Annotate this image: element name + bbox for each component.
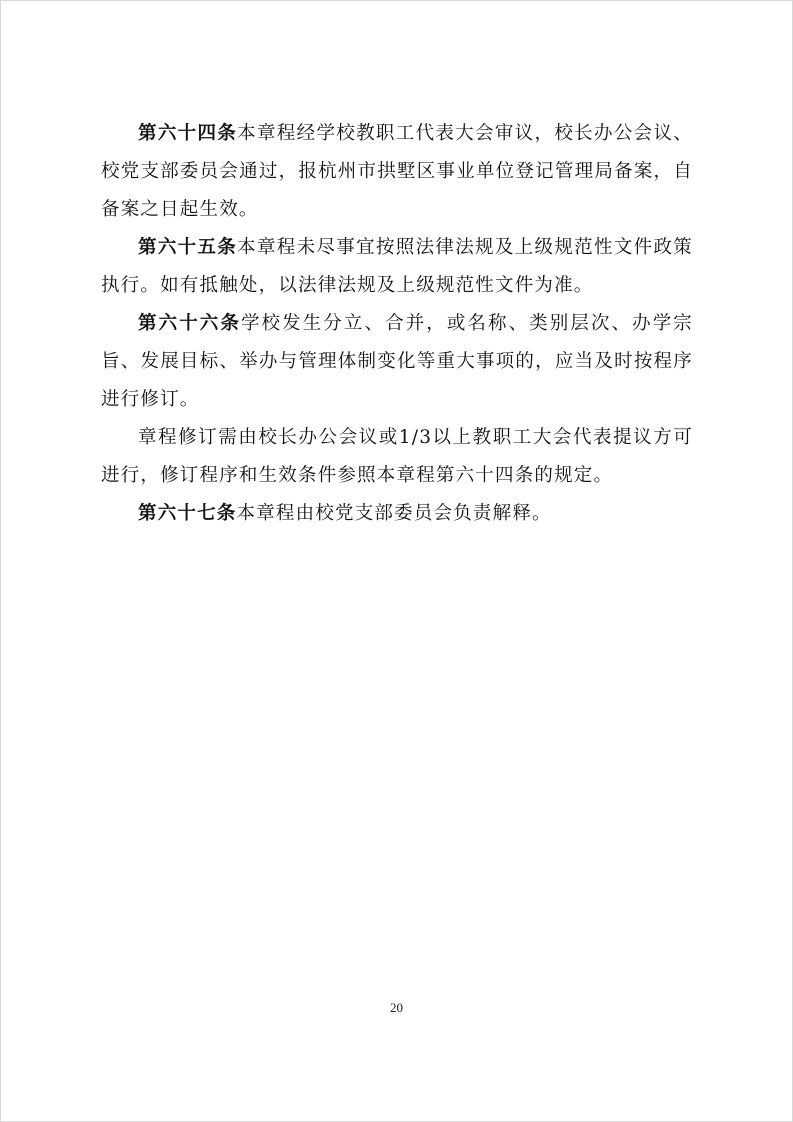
article-67 xyxy=(101,495,693,533)
page-number: 20 xyxy=(390,1000,403,1015)
article-64 xyxy=(101,115,693,229)
amendment-paragraph: 章程修订需由校长办公会议或1/3以上教职工大会代表提议方可进行，修订程序和生效条件参照本章程第六十四条的规定。 xyxy=(101,427,693,486)
article-number: 第六十五条 xyxy=(138,237,238,258)
article-66 xyxy=(101,305,693,419)
article-text: 本章程由校党支部委员会负责解释。 xyxy=(236,503,552,524)
document-body xyxy=(101,115,693,533)
article-text: 本章程未尽事宜按照法律法规及上级规范性文件政策执行。如有抵触处，以法律法规及上级规范性文件为准。 xyxy=(101,237,693,296)
article-number: 第六十六条 xyxy=(138,313,241,334)
article-text: 学校发生分立、合并，或名称、类别层次、办学宗旨、发展目标、举办与管理体制变化等重大事项的，应当及时按程序进行修订。 xyxy=(101,313,693,410)
article-65 xyxy=(101,229,693,305)
article-number: 第六十四条 xyxy=(138,123,238,144)
article-number: 第六十七条 xyxy=(138,503,237,524)
article-text: 本章程经学校教职工代表大会审议，校长办公会议、校党支部委员会通过，报杭州市拱墅区事业单位登记管理局备案，自备案之日起生效。 xyxy=(101,123,693,220)
